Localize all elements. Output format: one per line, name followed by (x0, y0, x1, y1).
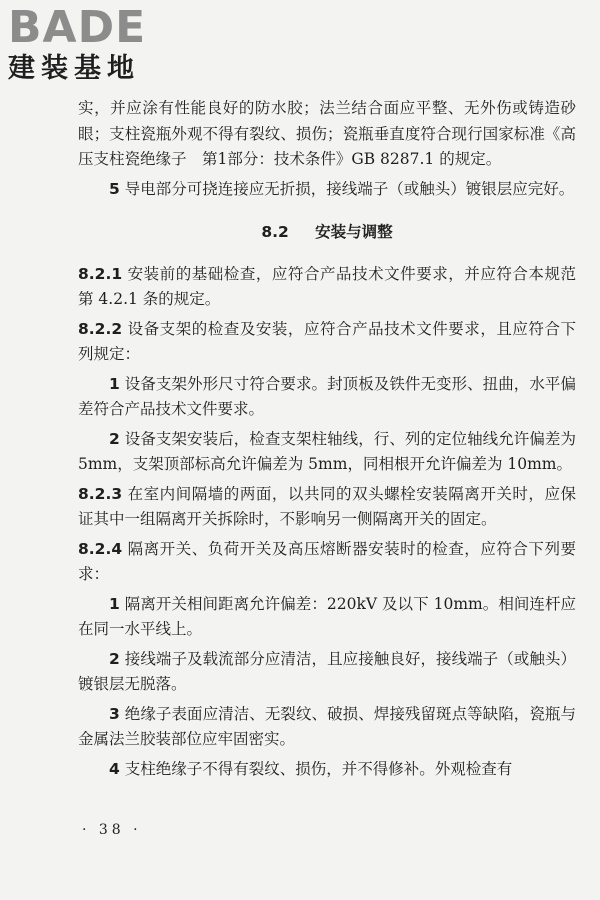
item-5 (78, 177, 576, 203)
item-text: 支柱绝缘子不得有裂纹、损伤，并不得修补。外观检查有 (124, 759, 513, 778)
logo-brand: BADE (8, 2, 147, 53)
list-item (78, 427, 576, 478)
item-text: 设备支架安装后，检查支架柱轴线，行、列的定位轴线允许偏差为 5mm，支架顶部标高允许偏差为 5mm，同相根开允许偏差为 10mm。 (78, 429, 576, 473)
item-text: 隔离开关相间距离允许偏差：220kV 及以下 10mm。相间连杆应在同一水平线上。 (78, 594, 576, 638)
clause-8-2-3 (78, 482, 576, 533)
clause-text: 隔离开关、负荷开关及高压熔断器安装时的检查，应符合下列要求： (78, 539, 576, 583)
logo-subtitle: 建装基地 (8, 53, 140, 84)
section-heading (78, 220, 576, 246)
clause-8-2-1 (78, 262, 576, 313)
item-number: 3 (109, 704, 120, 723)
clause-8-2-4 (78, 537, 576, 588)
clause-number: 8.2.4 (78, 539, 123, 558)
clause-text: 在室内间隔墙的两面，以共同的双头螺栓安装隔离开关时，应保证其中一组隔离开关拆除时，不影响另一侧隔离开关的固定。 (78, 484, 576, 528)
item-number: 5 (109, 179, 120, 198)
item-text: 设备支架外形尺寸符合要求。封顶板及铁件无变形、扭曲，水平偏差符合产品技术文件要求。 (78, 374, 576, 418)
clause-text: 设备支架的检查及安装，应符合产品技术文件要求，且应符合下列规定： (78, 319, 576, 363)
item-text: 接线端子及载流部分应清洁，且应接触良好，接线端子（或触头）镀银层无脱落。 (78, 649, 576, 693)
clause-number: 8.2.3 (78, 484, 123, 503)
item-number: 1 (109, 594, 120, 613)
item-number: 4 (109, 759, 120, 778)
list-item (78, 647, 576, 698)
list-item (78, 757, 576, 783)
section-number: 8.2 (261, 223, 289, 241)
page-number: · 38 · (82, 822, 142, 838)
document-body (78, 96, 576, 782)
item-text: 导电部分可挠连接应无折损，接线端子（或触头）镀银层应完好。 (124, 179, 575, 198)
intro-paragraph: 实，并应涂有性能良好的防水胶；法兰结合面应平整、无外伤或铸造砂眼；支柱瓷瓶外观不得有裂纹、损伤；瓷瓶垂直度符合现行国家标准《高压支柱瓷绝缘子 第1部分：技术条件》GB 8287.1 的规定。 (78, 99, 576, 168)
clause-text: 安装前的基础检查，应符合产品技术文件要求，并应符合本规范第 4.2.1 条的规定。 (78, 264, 576, 308)
clause-8-2-2 (78, 317, 576, 368)
clause-number: 8.2.1 (78, 264, 123, 283)
item-number: 2 (109, 649, 120, 668)
clause-number: 8.2.2 (78, 319, 123, 338)
list-item (78, 372, 576, 423)
section-title: 安装与调整 (315, 223, 393, 241)
brand-logo (8, 2, 178, 86)
item-number: 2 (109, 429, 120, 448)
list-item (78, 592, 576, 643)
list-item (78, 702, 576, 753)
item-text: 绝缘子表面应清洁、无裂纹、破损、焊接残留斑点等缺陷，瓷瓶与金属法兰胶装部位应牢固密实。 (78, 704, 576, 748)
item-number: 1 (109, 374, 120, 393)
